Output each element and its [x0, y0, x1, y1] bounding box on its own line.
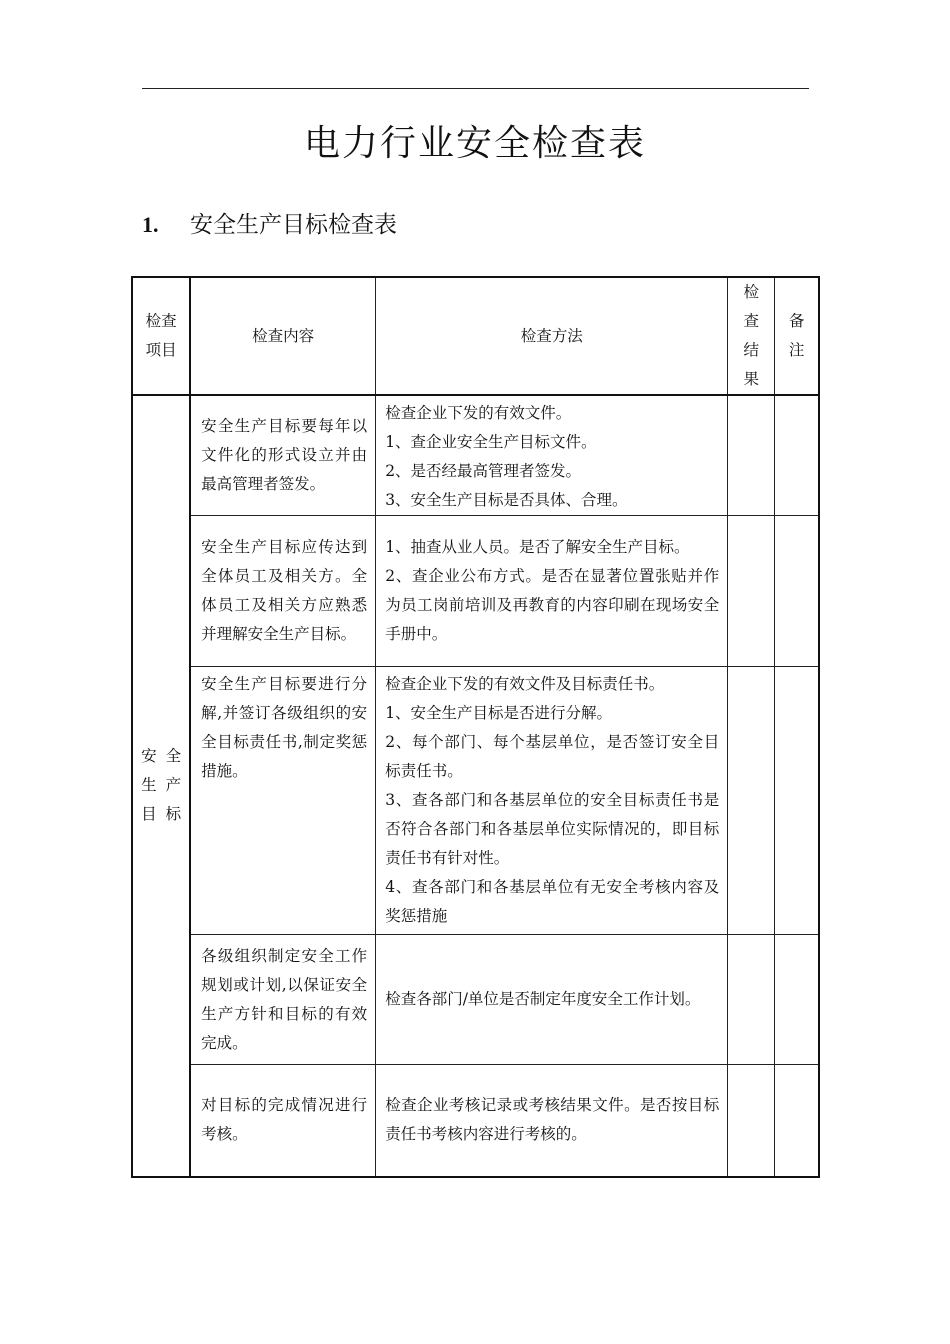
row-1-content: 安全生产目标要每年以文件化的形式设立并由最高管理者签发。	[190, 395, 376, 516]
row-2-method: 1、抽查从业人员。是否了解安全生产目标。 2、查企业公布方式。是否在显著位置张贴并作为员工岗前培训及再教育的内容印刷在现场安全手册中。	[376, 516, 728, 667]
header-remark: 备注	[775, 277, 819, 395]
row-3-method: 检查企业下发的有效文件及目标责任书。 1、安全生产目标是否进行分解。 2、每个部门、每个基层单位，是否签订安全目标责任书。 3、查各部门和各基层单位的安全目标责任书是否符合各部门和各基层单位实际情况的，即目标责任书有针对性。 4、查各部门和各基层单位有无安全考核内容及奖惩措施	[376, 667, 728, 935]
row-1-remark[interactable]	[775, 395, 819, 516]
row-3-content: 安全生产目标要进行分解,并签订各级组织的安全目标责任书,制定奖惩措施。	[190, 667, 376, 935]
header-check-item: 检查项目	[132, 277, 190, 395]
table-row	[132, 516, 819, 667]
header-check-result: 检查结果	[728, 277, 775, 395]
row-3-remark[interactable]	[775, 667, 819, 935]
section-number: 1.	[142, 212, 159, 237]
header-check-method: 检查方法	[376, 277, 728, 395]
row-4-content: 各级组织制定安全工作规划或计划,以保证安全生产方针和目标的有效完成。	[190, 935, 376, 1065]
section-heading	[142, 207, 397, 243]
row-3-result[interactable]	[728, 667, 775, 935]
row-2-content: 安全生产目标应传达到全体员工及相关方。全体员工及相关方应熟悉并理解安全生产目标。	[190, 516, 376, 667]
table-row	[132, 935, 819, 1065]
document-title: 电力行业安全检查表	[303, 123, 646, 164]
header-rule	[142, 88, 809, 89]
row-5-remark[interactable]	[775, 1065, 819, 1177]
row-1-result[interactable]	[728, 395, 775, 516]
section-title: 安全生产目标检查表	[190, 212, 397, 238]
table-row	[132, 1065, 819, 1177]
item-label: 安全生产目标	[141, 747, 182, 824]
row-4-method: 检查各部门/单位是否制定年度安全工作计划。	[376, 935, 728, 1065]
table-row	[132, 395, 819, 516]
row-4-remark[interactable]	[775, 935, 819, 1065]
row-2-result[interactable]	[728, 516, 775, 667]
header-check-content: 检查内容	[190, 277, 376, 395]
table-row	[132, 667, 819, 935]
safety-goal-checklist-table	[131, 276, 820, 1178]
row-1-method: 检查企业下发的有效文件。 1、查企业安全生产目标文件。 2、是否经最高管理者签发。 3、安全生产目标是否具体、合理。	[376, 395, 728, 516]
row-5-result[interactable]	[728, 1065, 775, 1177]
row-2-remark[interactable]	[775, 516, 819, 667]
row-4-result[interactable]	[728, 935, 775, 1065]
row-5-method: 检查企业考核记录或考核结果文件。是否按目标责任书考核内容进行考核的。	[376, 1065, 728, 1177]
item-cell	[132, 395, 190, 1177]
row-5-content: 对目标的完成情况进行考核。	[190, 1065, 376, 1177]
table-header-row	[132, 277, 819, 395]
